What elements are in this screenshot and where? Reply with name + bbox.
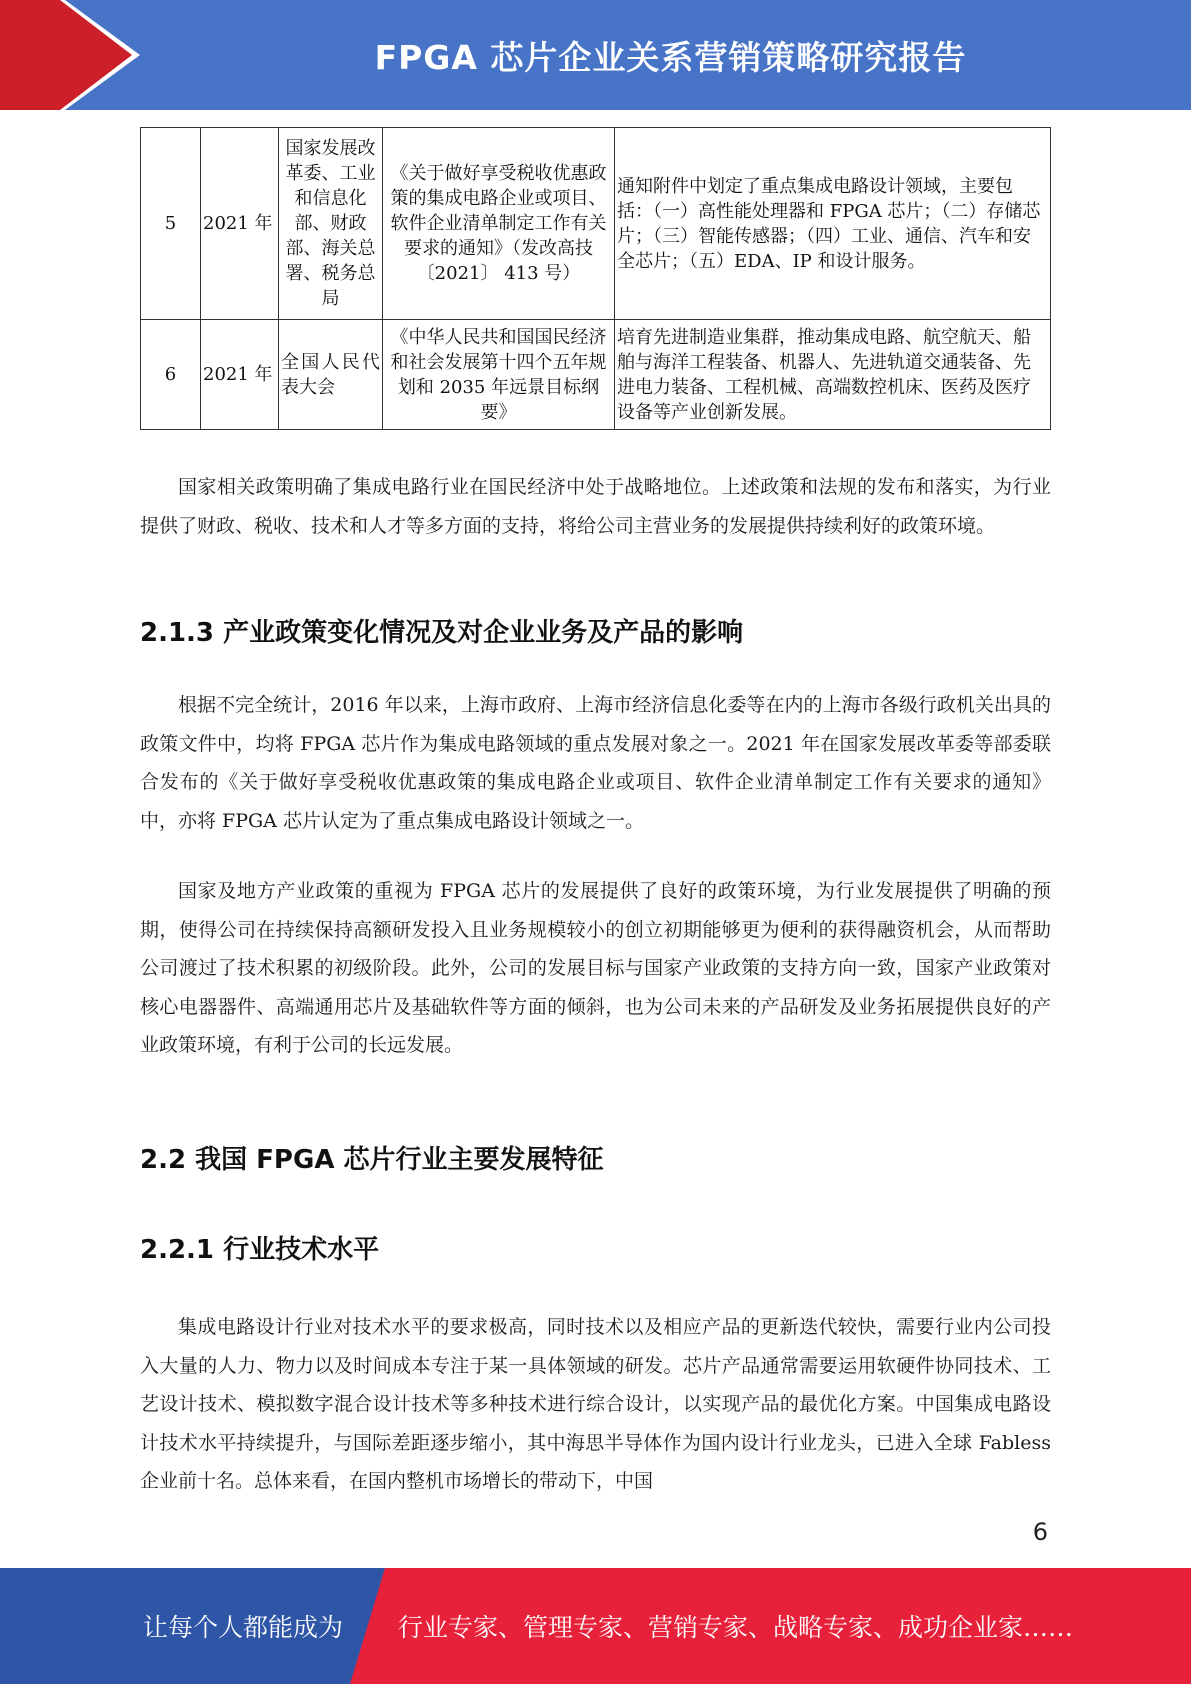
section-heading-2-1-3: 2.1.3 产业政策变化情况及对企业业务及产品的影响 — [140, 618, 744, 648]
paragraph-tech-level: 集成电路设计行业对技术水平的要求极高，同时技术以及相应产品的更新迭代较快，需要行业内公司投入大量的人力、物力以及时间成本专注于某一具体领域的研发。芯片产品通常需要运用软硬件协同技术、工艺设计技术、模拟数字混合设计技术等多种技术进行综合设计，以实现产品的最优化方案。中国集成电路设计技术水平持续提升，与国际差距逐步缩小，其中海思半导体作为国内设计行业龙头，已进入全球 Fabless 企业前十名。总体来看，在国内整机市场增长的带动下，中国 — [140, 1316, 1051, 1492]
table-cell-doc: 《关于做好享受税收优惠政策的集成电路企业或项目、软件企业清单制定工作有关要求的通知》（发改高技〔2021〕 413 号） — [383, 128, 615, 320]
table-row — [141, 128, 1051, 320]
page-header — [0, 0, 1191, 110]
table-cell-year: 2021 年 — [201, 320, 279, 430]
table-cell-doc: 《中华人民共和国国民经济和社会发展第十四个五年规划和 2035 年远景目标纲要》 — [383, 320, 615, 430]
table-cell-no: 6 — [141, 320, 201, 430]
paragraph-local-policy: 根据不完全统计，2016 年以来，上海市政府、上海市经济信息化委等在内的上海市各级行政机关出具的政策文件中，均将 FPGA 芯片作为集成电路领域的重点发展对象之一。2021 年在国家发展改革委等部委联合发布的《关于做好享受税收优惠政策的集成电路企业或项目、软件企业清单制定工作有关要求的通知》中，亦将 FPGA 芯片认定为了重点集成电路设计领域之一。 — [140, 694, 1051, 832]
paragraph-policy-summary: 国家相关政策明确了集成电路行业在国民经济中处于战略地位。上述政策和法规的发布和落实，为行业提供了财政、税收、技术和人才等多方面的支持，将给公司主营业务的发展提供持续利好的政策环境。 — [140, 476, 1051, 537]
table-row — [141, 320, 1051, 430]
header-title: FPGA 芯片企业关系营销策略研究报告 — [374, 37, 967, 77]
page-footer — [0, 1568, 1191, 1684]
page-number: 6 — [1032, 1518, 1048, 1546]
footer-slogan-right: 行业专家、管理专家、营销专家、战略专家、成功企业家…… — [398, 1613, 1074, 1642]
paragraph-policy-impact: 国家及地方产业政策的重视为 FPGA 芯片的发展提供了良好的政策环境，为行业发展提供了明确的预期，使得公司在持续保持高额研发投入且业务规模较小的创立初期能够更为便利的获得融资机会，从而帮助公司渡过了技术积累的初级阶段。此外，公司的发展目标与国家产业政策的支持方向一致，国家产业政策对核心电器器件、高端通用芯片及基础软件等方面的倾斜，也为公司未来的产品研发及业务拓展提供良好的产业政策环境，有利于公司的长远发展。 — [140, 880, 1051, 1056]
table-cell-year: 2021 年 — [201, 128, 279, 320]
policy-table — [140, 127, 1051, 430]
section-heading-2-2-1: 2.2.1 行业技术水平 — [140, 1235, 380, 1265]
table-cell-dept: 国家发展改革委、工业和信息化部、财政部、海关总署、税务总局 — [279, 128, 383, 320]
table-cell-no: 5 — [141, 128, 201, 320]
table-cell-dept: 全国人民代表大会 — [279, 320, 383, 430]
table-cell-content: 通知附件中划定了重点集成电路设计领域，主要包括：（一）高性能处理器和 FPGA 芯片；（二）存储芯片；（三）智能传感器；（四）工业、通信、汽车和安全芯片；（五）EDA、IP 和设计服务。 — [615, 128, 1051, 320]
footer-slogan-left: 让每个人都能成为 — [143, 1613, 344, 1642]
section-heading-2-2: 2.2 我国 FPGA 芯片行业主要发展特征 — [140, 1145, 604, 1175]
header-red-chevron-icon — [0, 0, 150, 110]
table-cell-content: 培育先进制造业集群，推动集成电路、航空航天、船舶与海洋工程装备、机器人、先进轨道交通装备、先进电力装备、工程机械、高端数控机床、医药及医疗设备等产业创新发展。 — [615, 320, 1051, 430]
